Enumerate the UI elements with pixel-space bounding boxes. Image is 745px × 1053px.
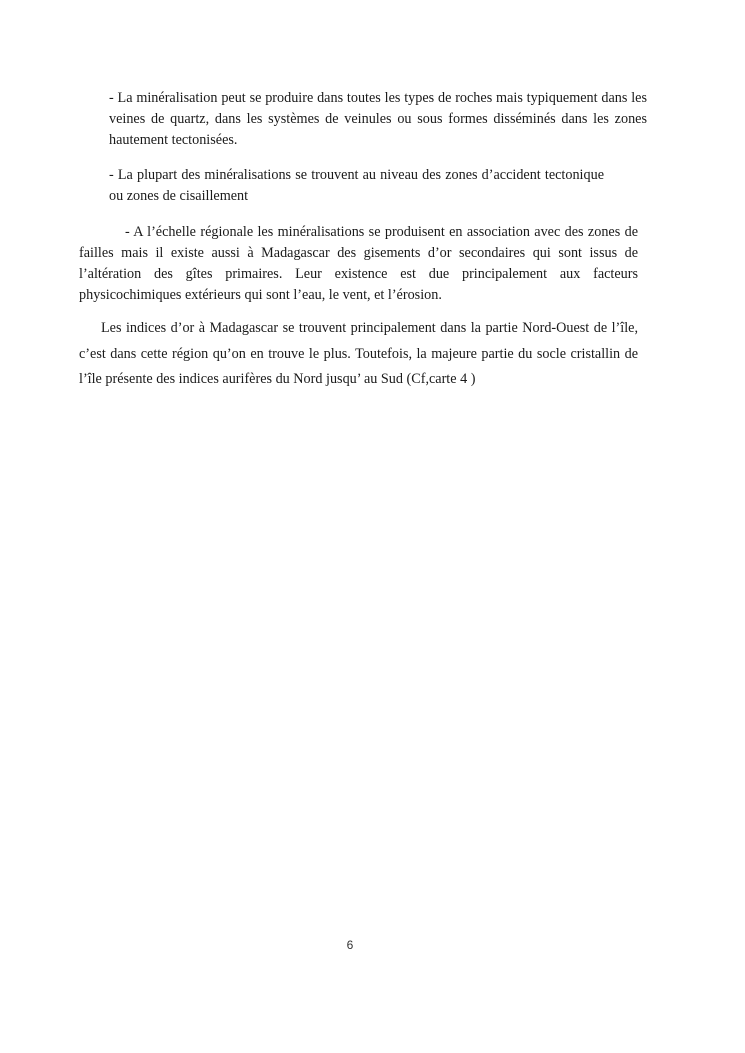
- bullet-paragraph-tectonic-zones: - La plupart des minéralisations se trouvent au niveau des zones d’accident tectonique ou zones de cisaillement: [109, 167, 604, 204]
- bullet-paragraph-regional-scale: - A l’échelle régionale les minéralisations se produisent en association avec des zones de failles mais il existe aussi à Madagascar des gisements d’or secondaires qui sont issus de l’altération des gîtes primaires. Leur existence est due principalement aux facteurs physicochimiques extérieurs qui sont l’eau, le vent, et l’érosion.: [79, 224, 638, 303]
- body-paragraph-gold-indices: Les indices d’or à Madagascar se trouvent principalement dans la partie Nord-Ouest de l’île, c’est dans cette région qu’on en trouve le plus. Toutefois, la majeure partie du socle cristallin de l’île présente des indices aurifères du Nord jusqu’ au Sud (Cf,carte 4 ): [79, 320, 638, 387]
- page-number: 6: [346, 938, 354, 952]
- bullet-paragraph-mineralisation-types: - La minéralisation peut se produire dans toutes les types de roches mais typiquement dans les veines de quartz, dans les systèmes de veinules ou sous formes disséminés dans les zones hautement tectonisées.: [109, 90, 647, 148]
